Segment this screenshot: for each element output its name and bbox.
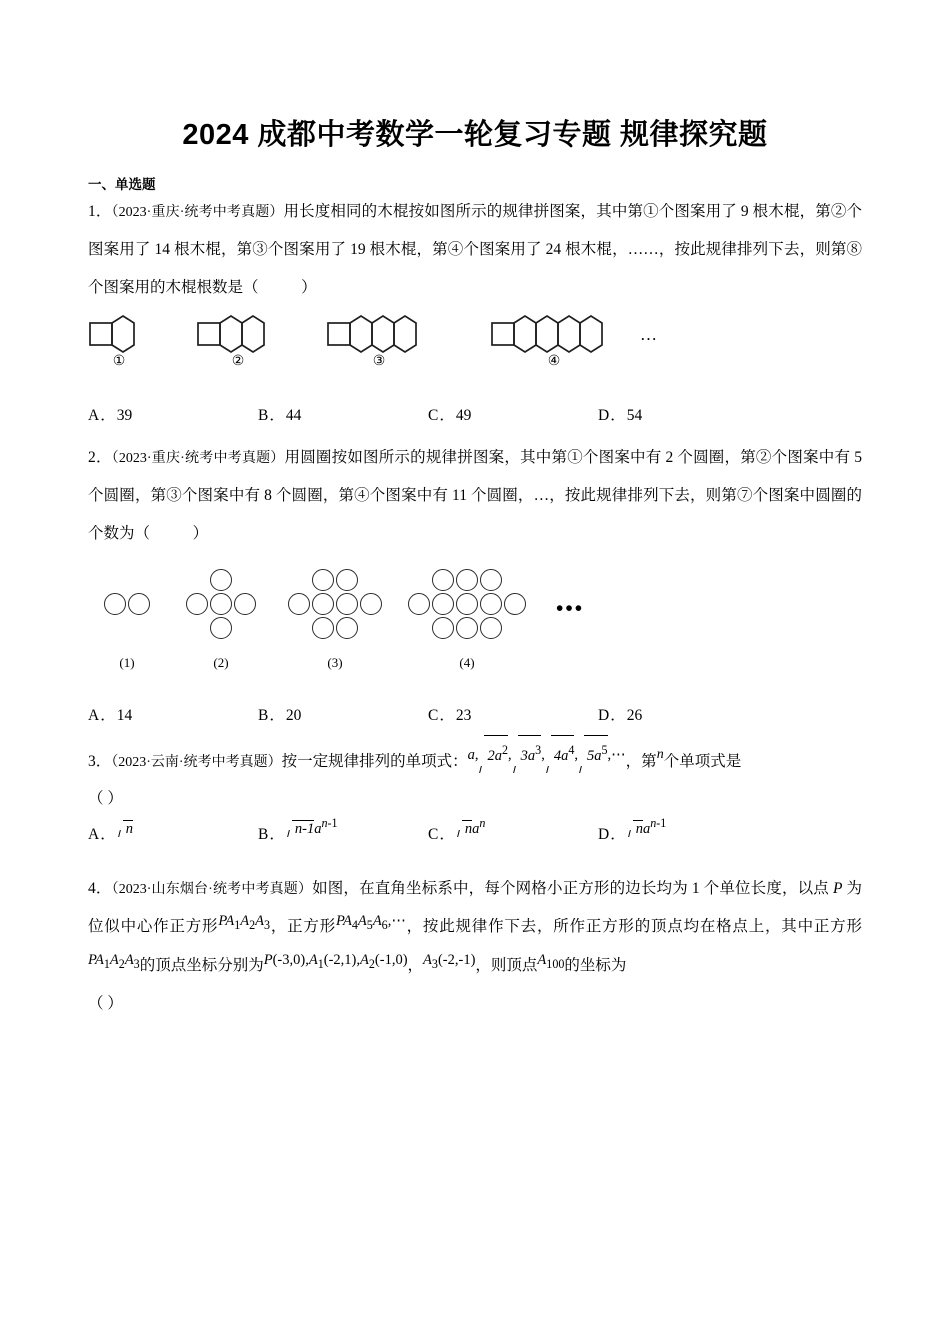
figure-item-1 — [88, 313, 150, 369]
option-c-value: $na^n$ — [456, 821, 486, 837]
circle-pattern-1-label: (1) — [119, 654, 135, 670]
question-2-close-paren: ） — [192, 524, 209, 542]
question-4-body-1: 如图，在直角坐标系中，每个网格小正方形的边长均为 1 个单位长度，以点 — [312, 880, 829, 898]
circle — [312, 593, 334, 615]
question-4-body-5: 的顶点坐标分别为 — [139, 956, 264, 974]
section-heading: 一、单选题 — [88, 176, 156, 192]
question-3-option-a[interactable] — [88, 822, 258, 844]
circle — [456, 617, 478, 639]
question-3-text — [88, 741, 862, 819]
figure-item-4-label: ④ — [547, 353, 561, 369]
question-2-option-d[interactable] — [598, 703, 768, 725]
option-d-value: $na^{n-1}$ — [627, 821, 667, 837]
circle — [336, 617, 358, 639]
question-4-source: （2023·山东烟台·统考中考真题） — [111, 882, 313, 898]
option-a-label: A． — [88, 826, 117, 844]
question-4-square-3: $PA_1A_2A_3$ — [88, 951, 140, 971]
option-a-value: 14 — [116, 706, 133, 724]
option-a-value: n — [117, 821, 133, 837]
question-3-options — [0, 816, 950, 844]
circle — [234, 593, 256, 615]
circle — [336, 593, 358, 615]
option-a-label: A． — [88, 406, 117, 424]
option-c-label: C． — [428, 406, 456, 424]
circle-pattern-3-label: (3) — [327, 654, 343, 670]
circle — [210, 569, 232, 591]
circle-pattern-4-label: (4) — [459, 654, 475, 670]
circle — [336, 569, 358, 591]
option-d-label: D． — [598, 406, 627, 424]
question-1-text — [88, 193, 862, 307]
question-3-source: （2023·云南·统考中考真题） — [111, 754, 282, 770]
stick-pattern-2-shape — [196, 313, 280, 355]
circle-pattern-3 — [280, 563, 390, 670]
circle — [432, 617, 454, 639]
question-1-options — [0, 403, 950, 425]
figure-circle-patterns — [0, 563, 950, 681]
option-b-value: 44 — [285, 406, 302, 424]
circle — [312, 617, 334, 639]
question-4-coords-2: $A_3(-2,-1)$ — [423, 951, 476, 971]
question-2-body: 用圆圈按如图所示的规律拼图案，其中第①个图案中有 2 个圆圈，第②个图案中有 5 个圆圈，第③个图案中有 8 个圆圈，第④个图案中有 11 个圆圈，…，按此规律排列下去，则第⑦个图案中圆圈的个数为（ — [88, 448, 862, 542]
question-4-body-7: 的坐标为 — [564, 956, 627, 974]
question-4 — [0, 870, 950, 1023]
stick-pattern-3-shape — [326, 313, 432, 355]
question-4-vertex: $A_{100}$ — [537, 951, 565, 971]
question-2-option-c[interactable] — [428, 703, 598, 725]
question-4-coords-sep: ， — [407, 956, 424, 974]
stick-pattern-4-shape — [490, 313, 618, 355]
question-1-option-d[interactable] — [598, 403, 768, 425]
circle — [432, 593, 454, 615]
circle-pattern-2 — [178, 563, 264, 670]
question-1-body: 用长度相同的木棍按如图所示的规律拼图案，其中第①个图案用了 9 根木棍，第②个图案用了 14 根木棍，第③个图案用了 19 根木棍，第④个图案用了 24 根木棍，……，按此规律排列下去，则第⑧个图案用的木棍根数是（ — [88, 202, 862, 296]
question-1 — [0, 193, 950, 307]
circle — [312, 569, 334, 591]
figure-item-4 — [490, 313, 618, 369]
circle — [480, 617, 502, 639]
figure-item-2 — [196, 313, 280, 369]
question-4-body-3: ，正方形 — [270, 918, 336, 936]
question-3-body-2: ，第 — [625, 752, 657, 770]
question-4-body-6: ，则顶点 — [475, 956, 538, 974]
question-3-close-paren: （ ） — [88, 790, 123, 808]
circle — [104, 593, 126, 615]
circle-pattern-1 — [96, 563, 158, 670]
option-b-value: 20 — [285, 706, 302, 724]
question-1-option-b[interactable] — [258, 403, 428, 425]
circle — [456, 569, 478, 591]
option-d-label: D． — [598, 826, 627, 844]
figure-item-3 — [326, 313, 432, 369]
question-1-number: 1． — [88, 202, 112, 220]
circle — [128, 593, 150, 615]
circle — [186, 593, 208, 615]
question-4-square-2: $PA_4A_5A_6,\cdots$ — [336, 913, 406, 933]
option-b-label: B． — [258, 406, 286, 424]
circle — [480, 593, 502, 615]
question-4-body-4: ，按此规律作下去，所作正方形的顶点均在格点上，其中正方形 — [405, 918, 862, 936]
circle-pattern-4 — [400, 563, 534, 670]
question-3-number: 3． — [88, 752, 112, 770]
option-d-value: 54 — [626, 406, 643, 424]
figure-item-2-label: ② — [231, 353, 245, 369]
question-3-body-3: 个单项式是 — [663, 752, 742, 770]
question-4-number: 4． — [88, 880, 112, 898]
page-title: 2024 成都中考数学一轮复习专题 规律探究题 — [182, 119, 768, 151]
option-c-value: 23 — [455, 706, 472, 724]
question-4-body-2: 为位似中心作正方形 — [88, 880, 863, 936]
question-2-option-a[interactable] — [88, 703, 258, 725]
question-2-text — [88, 439, 862, 553]
option-d-value: 26 — [626, 706, 643, 724]
figure-stick-hexagons — [0, 313, 950, 385]
circle — [432, 569, 454, 591]
option-c-label: C． — [428, 826, 456, 844]
question-2-number: 2． — [88, 448, 112, 466]
question-4-point-p: P — [833, 880, 843, 898]
option-c-value: 49 — [455, 406, 472, 424]
figure-ellipsis: … — [640, 324, 659, 344]
question-3-option-c[interactable] — [428, 816, 598, 844]
question-3-option-b[interactable] — [258, 816, 428, 844]
question-3-body: 按一定规律排列的单项式： — [281, 752, 468, 770]
circle-pattern-2-label: (2) — [213, 654, 229, 670]
option-a-value: 39 — [116, 406, 133, 424]
stick-pattern-1-shape — [88, 313, 150, 355]
question-1-close-paren: ） — [301, 278, 317, 296]
option-c-label: C． — [428, 706, 456, 724]
question-4-close-paren: （ ） — [88, 995, 123, 1013]
circle — [408, 593, 430, 615]
question-4-coords-1: $P(-3,0),A_1(-2,1),A_2(-1,0)$ — [263, 951, 408, 971]
question-2-source: （2023·重庆·统考中考真题） — [111, 450, 285, 466]
question-1-option-c[interactable] — [428, 403, 598, 425]
question-1-source: （2023·重庆·统考中考真题） — [111, 204, 284, 220]
circle — [480, 569, 502, 591]
option-a-label: A． — [88, 706, 117, 724]
circle — [210, 617, 232, 639]
question-2 — [0, 439, 950, 553]
option-b-label: B． — [258, 826, 286, 844]
option-b-value: $n-1a^{n-1}$ — [286, 821, 338, 837]
question-2-options — [0, 703, 950, 725]
question-3-index-var: n — [656, 747, 664, 763]
circle — [504, 593, 526, 615]
figure-item-1-label: ① — [112, 353, 126, 369]
question-3 — [0, 741, 950, 819]
figure-item-3-label: ③ — [372, 353, 386, 369]
question-4-square-1: $PA_1A_2A_3$ — [218, 913, 271, 933]
option-d-label: D． — [598, 706, 627, 724]
question-3-sequence: a, $2a^2$, $3a^3$, $4a^4$, $5a^5,\cdots$ — [468, 747, 626, 763]
option-b-label: B． — [258, 706, 286, 724]
question-1-option-a[interactable] — [88, 403, 258, 425]
question-3-option-d[interactable] — [598, 816, 768, 844]
question-4-text — [88, 870, 862, 1023]
circle — [360, 593, 382, 615]
figure-ellipsis: ••• — [556, 595, 585, 620]
circle — [210, 593, 232, 615]
circle — [288, 593, 310, 615]
circle — [456, 593, 478, 615]
question-2-option-b[interactable] — [258, 703, 428, 725]
